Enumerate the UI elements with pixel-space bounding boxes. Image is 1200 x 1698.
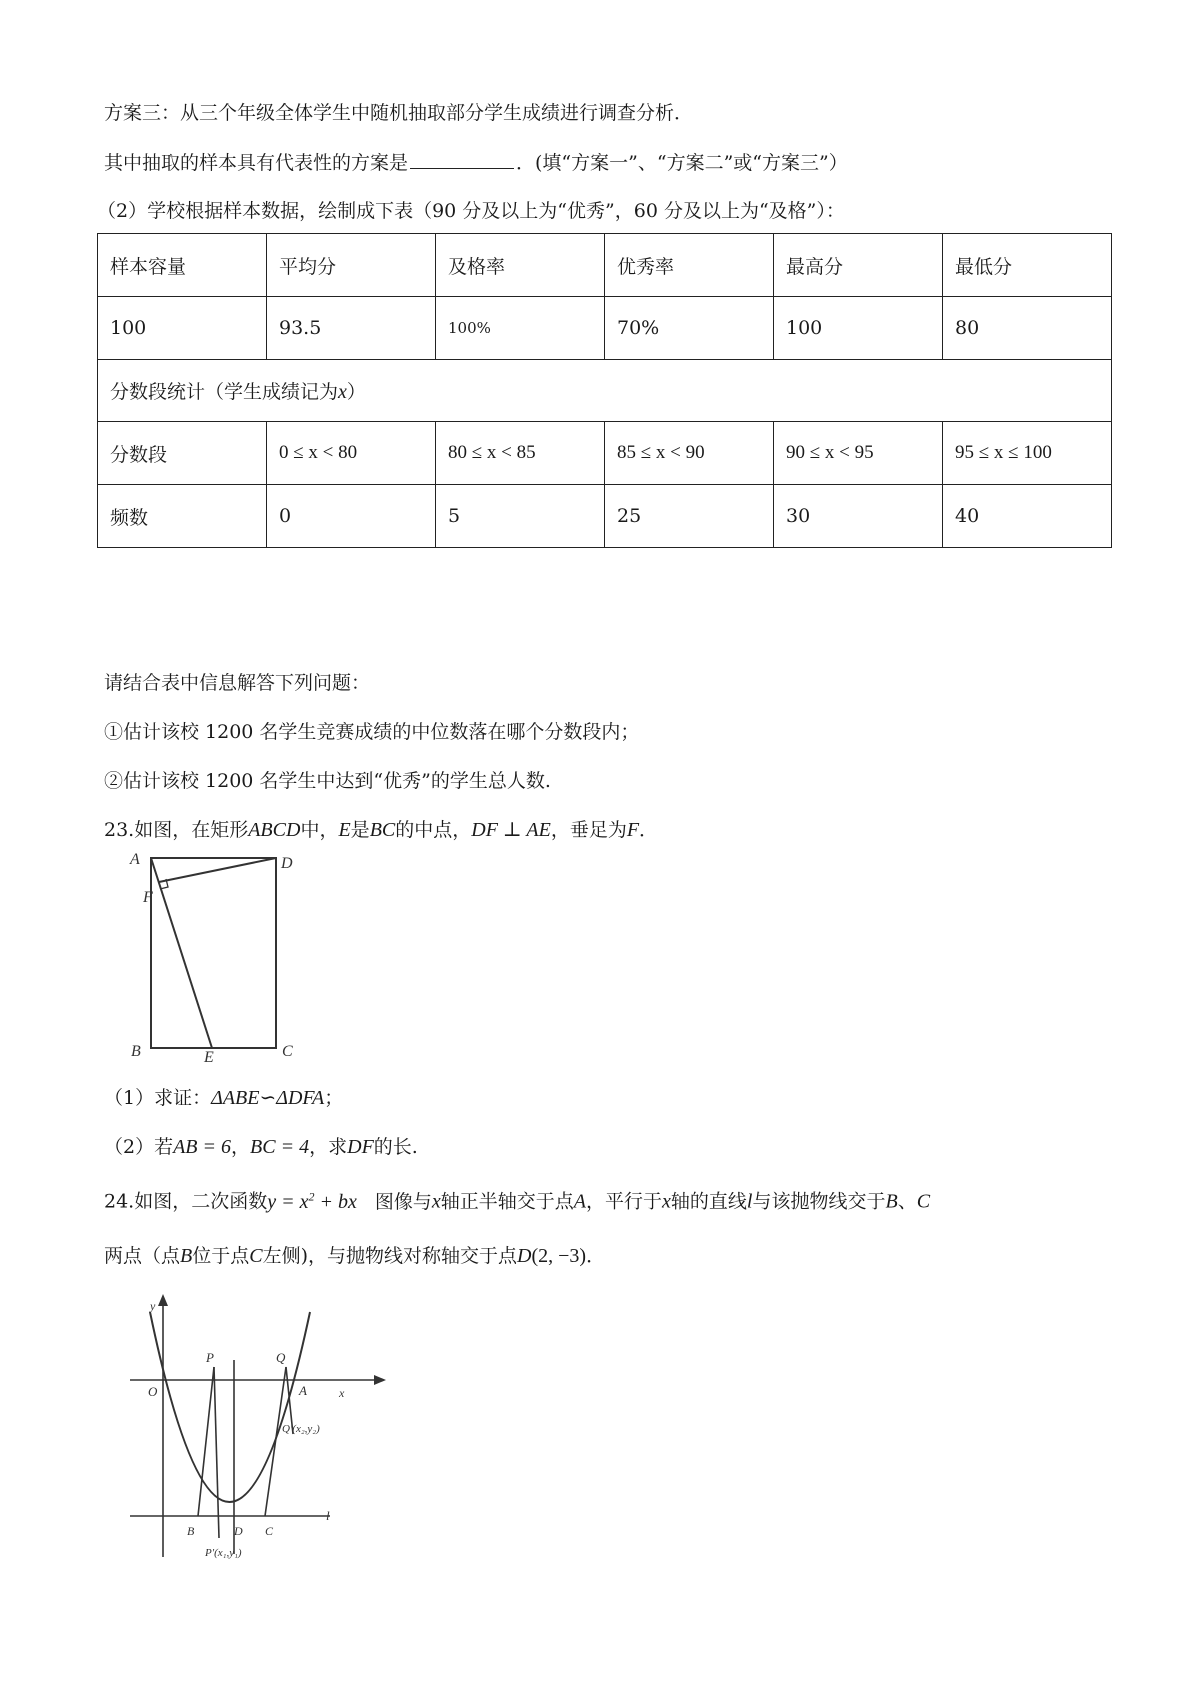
label-f: F (143, 889, 153, 906)
q23-stem-text: 是 (350, 819, 370, 841)
q24-stem-text: 图像与 (374, 1190, 432, 1213)
segment-pp-prime (214, 1367, 219, 1538)
q23-bc-value: BC = 4 (250, 1136, 310, 1158)
q24-stem-text: 24.如图，二次函数 (104, 1190, 268, 1213)
table-cell: 分数段 (98, 422, 267, 485)
table-header-cell: 平均分 (267, 234, 436, 297)
q23-part2-text: 的长. (373, 1136, 418, 1158)
q24-function (267, 1191, 357, 1213)
table-row (98, 422, 1112, 485)
label-d: D (234, 1524, 243, 1538)
q23-stem-text: ，垂足为 (550, 819, 627, 841)
segment-df (159, 858, 276, 882)
section-label: 分数段统计（学生成绩记为 (110, 381, 339, 403)
q24-stem-text: ，平行于 (585, 1190, 662, 1213)
q24-stem-line2 (104, 1244, 605, 1268)
segment-qc (265, 1367, 286, 1516)
table-header-cell: 及格率 (436, 234, 605, 297)
table-cell: 85 ≤ x < 90 (605, 422, 774, 485)
q24-point-b: B (885, 1190, 898, 1213)
label-c: C (282, 1043, 293, 1060)
representative-question (104, 150, 848, 175)
q24-function-y: y = x (267, 1190, 309, 1213)
label-o: O (148, 1384, 158, 1399)
table-cell: 93.5 (267, 297, 436, 360)
q23-point-f: F (626, 819, 640, 841)
table-cell: 70% (605, 297, 774, 360)
q23-stem-text: 23.如图，在矩形 (104, 819, 249, 841)
rectangle-abcd (151, 858, 276, 1048)
table-header-cell: 最低分 (943, 234, 1112, 297)
q24-point-c: C (916, 1190, 931, 1213)
label-e: E (204, 1049, 214, 1063)
label-l: l (326, 1508, 330, 1523)
q23-perpendicular: DF ⊥ AE (471, 819, 551, 841)
representative-suffix: ．(填“方案一”、“方案二”或“方案三”） (516, 152, 848, 174)
table-cell: 100 (774, 297, 943, 360)
table-cell: 100% (436, 297, 605, 360)
parabola-figure (130, 1292, 390, 1562)
q24-stem-text: 左侧)，与抛物线对称轴交于点 (262, 1245, 518, 1267)
table-header-cell: 最高分 (774, 234, 943, 297)
sub-question-1: ①估计该校 1200 名学生竞赛成绩的中位数落在哪个分数段内； (104, 721, 640, 743)
q24-x-axis: x (662, 1190, 671, 1213)
sub-question-2: ②估计该校 1200 名学生中达到“优秀”的学生总人数. (104, 770, 551, 792)
q24-stem-text: ． (586, 1245, 606, 1267)
q23-similar-expr: ΔABE∽ΔDFA (211, 1087, 325, 1109)
table-cell: 80 (943, 297, 1112, 360)
q23-point-e: E (338, 819, 351, 841)
section-variable: x (338, 381, 347, 403)
q23-part2-text: （2）若 (104, 1136, 174, 1158)
q23-stem-text: 的中点， (395, 819, 472, 841)
table-cell: 40 (943, 485, 1112, 548)
table-cell: 25 (605, 485, 774, 548)
table-cell: 5 (436, 485, 605, 548)
rectangle-figure (124, 848, 304, 1063)
q24-point-b: B (180, 1245, 193, 1267)
q23-rect-name: ABCD (248, 819, 301, 841)
label-a: A (299, 1383, 307, 1398)
q23-part2-text: ，求 (309, 1136, 348, 1158)
q24-point-d-coords: (2, −3) (531, 1245, 587, 1267)
q24-stem-text: 轴正半轴交于点 (440, 1190, 574, 1213)
table-cell: 30 (774, 485, 943, 548)
q24-stem-text: 两点（点 (104, 1245, 181, 1267)
label-q: Q (276, 1350, 286, 1365)
q23-ab-value: AB = 6 (173, 1136, 232, 1158)
q23-stem (104, 818, 658, 842)
table-cell: 0 ≤ x < 80 (267, 422, 436, 485)
label-d: D (281, 855, 293, 872)
table-row (98, 485, 1112, 548)
table-row (98, 297, 1112, 360)
label-a: A (130, 851, 140, 868)
label-b: B (187, 1524, 195, 1538)
label-p: P (206, 1350, 214, 1365)
q24-stem-line1 (104, 1184, 930, 1214)
table-header-row (98, 234, 1112, 297)
q24-point-a: A (573, 1190, 586, 1213)
table-cell: 95 ≤ x ≤ 100 (943, 422, 1112, 485)
table-cell: 80 ≤ x < 85 (436, 422, 605, 485)
q24-x-axis: x (431, 1190, 441, 1213)
segment-ae (151, 858, 212, 1048)
q24-line-l: l (746, 1190, 753, 1213)
part-two-text: （2）学校根据样本数据，绘制成下表（90 分及以上为“优秀”，60 分及以上为“及格”）： (97, 200, 845, 222)
y-axis-arrow (158, 1294, 168, 1306)
q23-stem-text: 中， (300, 819, 339, 841)
label-p-prime: P'(x₁,y₁) (205, 1547, 242, 1559)
section-close: ） (346, 381, 366, 403)
table-section-row (98, 360, 1112, 422)
q24-stem-text: 、 (897, 1190, 917, 1213)
q23-segment-bc: BC (369, 819, 396, 841)
q23-part2 (104, 1135, 418, 1159)
score-statistics-table (97, 233, 1112, 548)
section-label-cell (98, 360, 1112, 422)
q24-function-rest: + bx (314, 1190, 357, 1213)
q23-part2-text: ， (231, 1136, 251, 1158)
q23-part1-text: （1）求证： (104, 1087, 212, 1109)
table-header-cell: 优秀率 (605, 234, 774, 297)
x-axis-arrow (374, 1375, 386, 1385)
representative-prefix: 其中抽取的样本具有代表性的方案是 (104, 152, 409, 174)
table-cell: 频数 (98, 485, 267, 548)
label-b: B (131, 1043, 141, 1060)
label-y: y (150, 1299, 156, 1313)
q24-point-c: C (249, 1245, 263, 1267)
q24-stem-text: 与该抛物线交于 (752, 1190, 886, 1213)
q23-part1 (104, 1086, 343, 1110)
table-cell: 90 ≤ x < 95 (774, 422, 943, 485)
q23-df: DF (347, 1136, 374, 1158)
q23-part1-end: ； (324, 1087, 344, 1109)
table-cell: 100 (98, 297, 267, 360)
answer-blank (410, 150, 514, 169)
q24-function-exponent: 2 (308, 1189, 315, 1203)
table-cell: 0 (267, 485, 436, 548)
q24-point-d: D (517, 1245, 532, 1267)
label-q-prime: Q'(x₂,y₂) (282, 1423, 320, 1435)
q24-stem-text: 轴的直线 (670, 1190, 747, 1213)
scheme-three-text: 方案三：从三个年级全体学生中随机抽取部分学生成绩进行调查分析． (104, 102, 694, 124)
parabola-curve (150, 1312, 310, 1502)
q23-stem-text: ． (639, 819, 659, 841)
table-header-cell: 样本容量 (98, 234, 267, 297)
prompt-text: 请结合表中信息解答下列问题： (104, 672, 371, 694)
label-c: C (265, 1524, 274, 1538)
q24-stem-text: 位于点 (192, 1245, 250, 1267)
label-x: x (339, 1386, 345, 1400)
